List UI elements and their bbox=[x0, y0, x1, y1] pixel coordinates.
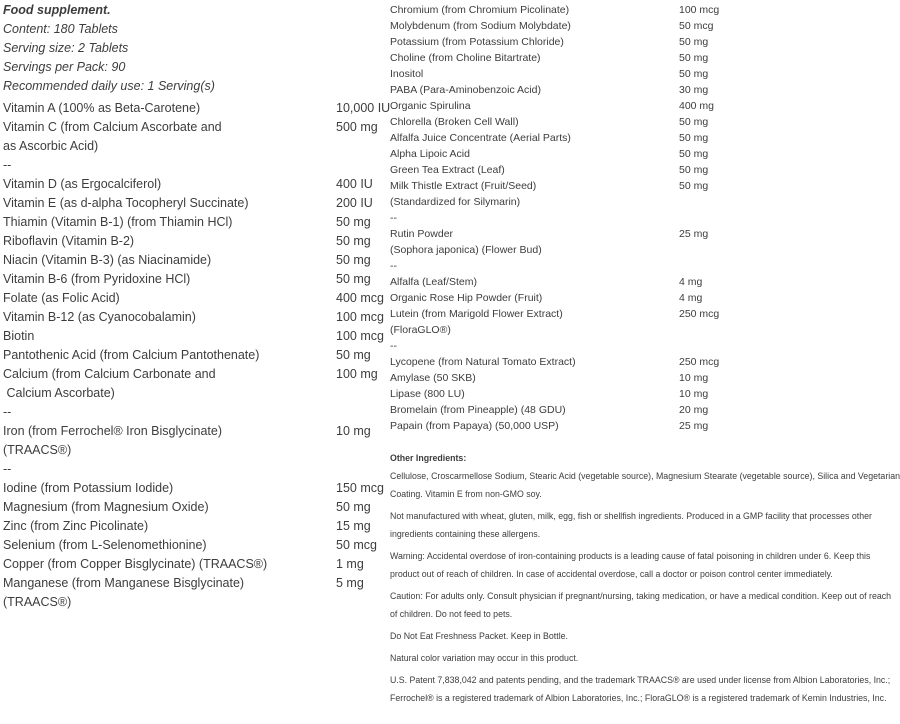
nutrient-name: Riboflavin (Vitamin B-2) bbox=[3, 234, 135, 248]
nutrient-row bbox=[3, 175, 388, 194]
nutrient-name: Thiamin (Vitamin B-1) (from Thiamin HCl) bbox=[3, 215, 233, 229]
nutrient-table-right bbox=[390, 0, 900, 434]
nutrient-row bbox=[390, 274, 900, 290]
nutrient-name: Vitamin D (as Ergocalciferol) bbox=[3, 177, 162, 191]
nutrient-amount: 50 mg bbox=[336, 272, 371, 286]
nutrient-row bbox=[390, 66, 900, 82]
nutrient-amount: 50 mg bbox=[679, 52, 709, 64]
nutrient-row bbox=[3, 479, 388, 498]
nutrient-row bbox=[3, 308, 388, 327]
nutrient-row bbox=[390, 226, 900, 258]
nutrient-row bbox=[390, 386, 900, 402]
nutrient-row bbox=[3, 118, 388, 156]
nutrient-name: Alfalfa (Leaf/Stem) bbox=[390, 276, 477, 288]
servings-per-pack-line: Servings per Pack: 90 bbox=[3, 60, 126, 74]
nutrient-amount: 100 mg bbox=[336, 367, 378, 381]
nutrient-name: Molybdenum (from Sodium Molybdate) bbox=[390, 20, 571, 32]
nutrient-amount: 400 IU bbox=[336, 177, 373, 191]
nutrient-amount: 400 mcg bbox=[336, 291, 384, 305]
nutrient-amount: 25 mg bbox=[679, 420, 709, 432]
nutrient-amount: 100 mcg bbox=[336, 310, 384, 324]
nutrient-row bbox=[390, 18, 900, 34]
left-column bbox=[3, 1, 391, 612]
nutrient-row bbox=[390, 178, 900, 210]
nutrient-name: Lutein (from Marigold Flower Extract) (FloraGLO®) bbox=[390, 308, 563, 336]
nutrient-name: Selenium (from L-Selenomethionine) bbox=[3, 538, 207, 552]
nutrient-name: Zinc (from Zinc Picolinate) bbox=[3, 519, 149, 533]
nutrient-amount: 50 mcg bbox=[336, 538, 377, 552]
nutrient-name: Alfalfa Juice Concentrate (Aerial Parts) bbox=[390, 132, 571, 144]
nutrient-name: Vitamin B-12 (as Cyanocobalamin) bbox=[3, 310, 196, 324]
nutrient-amount: 50 mg bbox=[679, 68, 709, 80]
nutrient-amount: 50 mg bbox=[679, 180, 709, 192]
nutrient-row bbox=[390, 370, 900, 386]
nutrient-amount: 400 mg bbox=[679, 100, 715, 112]
nutrient-row bbox=[390, 402, 900, 418]
nutrient-amount: 5 mg bbox=[336, 576, 364, 590]
separator-row bbox=[3, 156, 388, 175]
nutrient-name: Biotin bbox=[3, 329, 35, 343]
nutrient-row bbox=[390, 306, 900, 338]
nutrient-name: Vitamin C (from Calcium Ascorbate and as Ascorbic Acid) bbox=[3, 120, 222, 153]
nutrient-table-left bbox=[3, 99, 391, 612]
nutrient-name: Copper (from Copper Bisglycinate) (TRAACS®) bbox=[3, 557, 268, 571]
nutrient-amount: 50 mg bbox=[336, 215, 371, 229]
nutrient-amount: 20 mg bbox=[679, 404, 709, 416]
nutrient-amount: 10 mg bbox=[679, 388, 709, 400]
nutrient-row bbox=[3, 99, 391, 118]
nutrient-name: Organic Rose Hip Powder (Fruit) bbox=[390, 292, 543, 304]
nutrient-name: Choline (from Choline Bitartrate) bbox=[390, 52, 541, 64]
nutrient-row bbox=[390, 82, 900, 98]
nutrient-amount: 25 mg bbox=[679, 228, 709, 240]
nutrient-row bbox=[3, 251, 388, 270]
nutrient-amount: 500 mg bbox=[336, 120, 378, 134]
nutrient-row bbox=[3, 555, 388, 574]
nutrient-row bbox=[3, 365, 388, 403]
nutrient-row bbox=[390, 50, 900, 66]
separator-dashes: -- bbox=[3, 462, 12, 476]
nutrient-row bbox=[3, 232, 388, 251]
separator-dashes: -- bbox=[3, 405, 12, 419]
daily-use-line: Recommended daily use: 1 Serving(s) bbox=[3, 79, 215, 93]
nutrient-amount: 10,000 IU bbox=[336, 101, 391, 115]
other-ingredients-text: Cellulose, Croscarmellose Sodium, Stearic Acid (vegetable source), Magnesium Stearate (vegetable source), Silica and Vegetarian Coating. Vitamin E from non-GMO soy. bbox=[390, 471, 900, 499]
nutrient-row bbox=[3, 270, 388, 289]
nutrient-name: Alpha Lipoic Acid bbox=[390, 148, 470, 160]
nutrient-row bbox=[3, 346, 388, 365]
nutrient-name: Papain (from Papaya) (50,000 USP) bbox=[390, 420, 559, 432]
nutrient-name: Bromelain (from Pineapple) (48 GDU) bbox=[390, 404, 566, 416]
nutrient-amount: 50 mg bbox=[336, 500, 371, 514]
nutrient-amount: 250 mcg bbox=[679, 308, 720, 320]
separator-row bbox=[390, 258, 900, 274]
nutrient-name: Potassium (from Potassium Chloride) bbox=[390, 36, 564, 48]
nutrient-name: Calcium (from Calcium Carbonate and Calcium Ascorbate) bbox=[3, 367, 216, 400]
right-column bbox=[390, 0, 900, 707]
other-ingredients-heading: Other Ingredients: bbox=[390, 453, 467, 463]
nutrient-amount: 50 mcg bbox=[679, 20, 714, 32]
nutrient-amount: 4 mg bbox=[679, 292, 703, 304]
nutrient-amount: 250 mcg bbox=[679, 356, 720, 368]
nutrient-name: Chlorella (Broken Cell Wall) bbox=[390, 116, 519, 128]
nutrient-row bbox=[3, 498, 388, 517]
nutrient-amount: 100 mcg bbox=[336, 329, 384, 343]
nutrient-row bbox=[390, 146, 900, 162]
trademark-patent-note: U.S. Patent 7,838,042 and patents pending, and the trademark TRAACS® are used under license from Albion Laboratories, Inc.; Ferrochel® is a registered trademark of Albion Laboratories, Inc.; FloraGLO® is a registered trademark of Kemin Industries, Inc. bbox=[390, 675, 891, 703]
nutrient-amount: 4 mg bbox=[679, 276, 703, 288]
content-line: Content: 180 Tablets bbox=[3, 22, 118, 36]
nutrient-name: Amylase (50 SKB) bbox=[390, 372, 476, 384]
nutrient-row bbox=[390, 34, 900, 50]
nutrient-row bbox=[3, 194, 388, 213]
separator-row bbox=[390, 210, 900, 226]
nutrient-name: Manganese (from Manganese Bisglycinate) (TRAACS®) bbox=[3, 576, 245, 609]
nutrient-name: Vitamin A (100% as Beta-Carotene) bbox=[3, 101, 201, 115]
nutrient-name: Lipase (800 LU) bbox=[390, 388, 465, 400]
separator-row bbox=[3, 460, 388, 479]
freshness-packet-note: Do Not Eat Freshness Packet. Keep in Bottle. bbox=[390, 631, 568, 641]
nutrient-amount: 1 mg bbox=[336, 557, 364, 571]
nutrient-row bbox=[3, 517, 388, 536]
nutrient-name: Iron (from Ferrochel® Iron Bisglycinate) (TRAACS®) bbox=[3, 424, 223, 457]
nutrient-row bbox=[3, 536, 388, 555]
nutrient-row bbox=[390, 2, 900, 18]
nutrient-row bbox=[3, 213, 388, 232]
nutrient-row bbox=[390, 418, 900, 434]
nutrient-amount: 200 IU bbox=[336, 196, 373, 210]
nutrient-name: PABA (Para-Aminobenzoic Acid) bbox=[390, 84, 541, 96]
nutrient-amount: 50 mg bbox=[679, 148, 709, 160]
product-type-title: Food supplement. bbox=[3, 3, 111, 17]
nutrient-amount: 50 mg bbox=[679, 116, 709, 128]
caution-statement: Caution: For adults only. Consult physician if pregnant/nursing, taking medication, or have a medical condition. Keep out of reach of children. Do not feed to pets. bbox=[390, 591, 892, 619]
nutrient-row bbox=[3, 574, 388, 612]
nutrient-name: Niacin (Vitamin B-3) (as Niacinamide) bbox=[3, 253, 212, 267]
nutrient-amount: 150 mcg bbox=[336, 481, 384, 495]
nutrient-row bbox=[3, 422, 388, 460]
nutrient-amount: 10 mg bbox=[336, 424, 371, 438]
nutrient-amount: 10 mg bbox=[679, 372, 709, 384]
nutrient-row bbox=[390, 162, 900, 178]
nutrient-name: Green Tea Extract (Leaf) bbox=[390, 164, 505, 176]
nutrient-amount: 50 mg bbox=[336, 253, 371, 267]
nutrient-name: Pantothenic Acid (from Calcium Pantothenate) bbox=[3, 348, 260, 362]
nutrient-amount: 50 mg bbox=[336, 234, 371, 248]
nutrient-name: Organic Spirulina bbox=[390, 100, 471, 112]
nutrient-name: Vitamin B-6 (from Pyridoxine HCl) bbox=[3, 272, 191, 286]
product-info-header bbox=[3, 1, 388, 96]
nutrient-row bbox=[390, 130, 900, 146]
color-variation-note: Natural color variation may occur in this product. bbox=[390, 653, 579, 663]
nutrient-row bbox=[3, 289, 388, 308]
nutrient-name: Lycopene (from Natural Tomato Extract) bbox=[390, 356, 576, 368]
nutrient-amount: 50 mg bbox=[679, 164, 709, 176]
nutrient-name: Vitamin E (as d-alpha Tocopheryl Succinate) bbox=[3, 196, 249, 210]
nutrient-name: Chromium (from Chromium Picolinate) bbox=[390, 4, 570, 16]
nutrient-name: Magnesium (from Magnesium Oxide) bbox=[3, 500, 209, 514]
allergen-statement: Not manufactured with wheat, gluten, milk, egg, fish or shellfish ingredients. Produced in a GMP facility that processes other ingredients containing these allergens. bbox=[390, 511, 872, 539]
nutrient-amount: 50 mg bbox=[679, 132, 709, 144]
info-paragraphs bbox=[390, 449, 900, 707]
separator-dashes: -- bbox=[390, 260, 397, 272]
nutrient-amount: 15 mg bbox=[336, 519, 371, 533]
nutrient-amount: 50 mg bbox=[679, 36, 709, 48]
nutrient-row bbox=[390, 98, 900, 114]
serving-size-line: Serving size: 2 Tablets bbox=[3, 41, 129, 55]
nutrient-row bbox=[390, 290, 900, 306]
nutrient-amount: 100 mcg bbox=[679, 4, 720, 16]
nutrient-row bbox=[3, 327, 388, 346]
nutrient-name: Inositol bbox=[390, 68, 424, 80]
nutrient-row bbox=[390, 114, 900, 130]
separator-row bbox=[390, 338, 900, 354]
warning-statement: Warning: Accidental overdose of iron-containing products is a leading cause of fatal poisoning in children under 6. Keep this product out of reach of children. In case of accidental overdose, call a doctor or poison control center immediately. bbox=[390, 551, 871, 579]
nutrient-row bbox=[390, 354, 900, 370]
separator-dashes: -- bbox=[390, 340, 397, 352]
nutrient-name: Rutin Powder (Sophora japonica) (Flower Bud) bbox=[390, 228, 542, 256]
separator-row bbox=[3, 403, 388, 422]
nutrient-name: Folate (as Folic Acid) bbox=[3, 291, 120, 305]
nutrient-name: Milk Thistle Extract (Fruit/Seed) (Standardized for Silymarin) bbox=[390, 180, 537, 208]
separator-dashes: -- bbox=[3, 158, 12, 172]
separator-dashes: -- bbox=[390, 212, 397, 224]
nutrient-name: Iodine (from Potassium Iodide) bbox=[3, 481, 174, 495]
nutrient-amount: 50 mg bbox=[336, 348, 371, 362]
nutrient-amount: 30 mg bbox=[679, 84, 709, 96]
